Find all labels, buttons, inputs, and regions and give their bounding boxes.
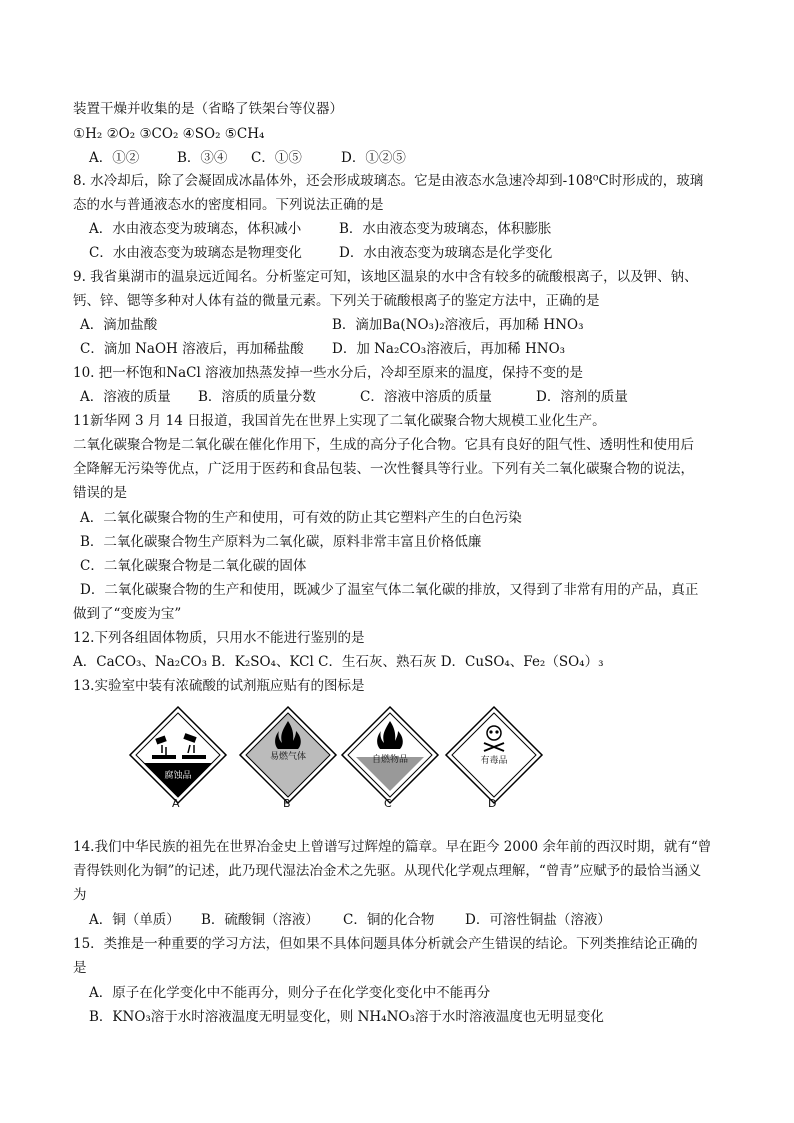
q9-option-a: A．滴加盐酸: [80, 317, 158, 333]
q7-text: 装置干燥并收集的是（省略了铁架台等仪器）: [73, 101, 343, 117]
sign-b-letter: B: [283, 797, 291, 810]
q11-option-b: B．二氧化碳聚合物生产原料为二氧化碳，原料非常丰富且价格低廉: [80, 534, 482, 550]
q12-stem: 12.下列各组固体物质，只用水不能进行鉴别的是: [73, 630, 365, 646]
q14-stem-line1: 14.我们中华民族的祖先在世界冶金史上曾谱写过辉煌的篇章。早在距今 2000 余年前的西汉时期，就有“曾: [73, 839, 712, 855]
q14-stem-line2: 青得铁则化为铜”的记述，此乃现代湿法冶金术之先驱。从现代化学观点理解，“曾青”应赋予的最恰当涵义: [73, 863, 702, 879]
q7-option-c: C．①⑤: [251, 150, 302, 166]
q8-stem-line2: 态的水与普通液态水的密度相同。下列说法正确的是: [73, 197, 384, 213]
hazard-sign-a: [128, 705, 228, 805]
q7-options: [89, 149, 739, 167]
q10-option-c: C．溶液中溶质的质量: [360, 389, 492, 405]
q10-options: [80, 388, 730, 406]
q15-stem-line2: 是: [73, 960, 87, 976]
sign-c-letter: C: [384, 797, 392, 810]
q9-option-c: C．滴加 NaOH 溶液后，再加稀盐酸: [80, 341, 304, 357]
corrosive-icon: [128, 705, 228, 805]
sign-d-label: 有毒品: [480, 756, 508, 766]
q11-option-a: A．二氧化碳聚合物的生产和使用，可有效的防止其它塑料产生的白色污染: [80, 510, 522, 526]
q8-option-b: B．水由液态变为玻璃态，体积膨胀: [339, 221, 552, 237]
q15-stem-line1: 15．类推是一种重要的学习方法，但如果不具体问题具体分析就会产生错误的结论。下列类推结论正确的: [73, 936, 698, 952]
q10-option-d: D．溶剂的质量: [536, 389, 628, 405]
q14-stem-line3: 为: [73, 887, 87, 903]
q14-option-b: B．硫酸铜（溶液）: [201, 912, 319, 928]
q8-option-a: A．水由液态变为玻璃态，体积减小: [89, 221, 302, 237]
q9-option-d: D．加 Na₂CO₃溶液后，再加稀 HNO₃: [332, 341, 566, 357]
sign-d-letter: D: [488, 797, 497, 810]
q13-stem: 13.实验室中装有浓硫酸的试剂瓶应贴有的图标是: [73, 678, 365, 694]
q7-option-a: A．①②: [89, 150, 140, 166]
q8-option-c: C．水由液态变为玻璃态是物理变化: [89, 245, 302, 261]
q9-options-ab: [80, 316, 730, 334]
q11-option-c: C．二氧化碳聚合物是二氧化碳的固体: [80, 558, 307, 574]
q7-items: ①H₂ ②O₂ ③CO₂ ④SO₂ ⑤CH₄: [73, 126, 265, 142]
hazard-sign-c: [340, 705, 440, 805]
q15-option-a: A．原子在化学变化中不能再分，则分子在化学变化变化中不能再分: [89, 985, 491, 1001]
sign-a-letter: A: [172, 797, 180, 810]
sign-a-label: 腐蚀品: [164, 771, 192, 781]
q8-stem-line1: 8. 水冷却后，除了会凝固成冰晶体外，还会形成玻璃态。它是由液态水急速冷却到-108⁰C时形成的，玻璃: [73, 173, 704, 189]
sign-b-label: 易燃气体: [269, 752, 306, 762]
q14-option-c: C．铜的化合物: [343, 912, 435, 928]
q11-option-d-line1: D．二氧化碳聚合物的生产和使用，既减少了温室气体二氧化碳的排放，又得到了非常有用的产品，真正: [80, 582, 699, 598]
hazard-sign-d: [444, 705, 544, 805]
q14-options: [89, 911, 739, 929]
q10-option-b: B．溶质的质量分数: [198, 389, 316, 405]
q11-stem-line4: 错误的是: [73, 485, 127, 501]
q8-options-ab: [89, 220, 739, 238]
q9-stem-line2: 钙、锌、锶等多种对人体有益的微量元素。下列关于硫酸根离子的鉴定方法中，正确的是: [73, 293, 600, 309]
q15-option-b: B．KNO₃溶于水时溶液温度无明显变化，则 NH₄NO₃溶于水时溶液温度也无明显变化: [89, 1009, 604, 1025]
q9-option-b: B．滴加Ba(NO₃)₂溶液后，再加稀 HNO₃: [332, 317, 584, 333]
q8-options-cd: [89, 244, 739, 262]
q10-stem: 10. 把一杯饱和NaCl 溶液加热蒸发掉一些水分后，冷却至原来的温度，保持不变的是: [73, 365, 584, 381]
q8-option-d: D．水由液态变为玻璃态是化学变化: [339, 245, 553, 261]
q9-options-cd: [80, 340, 730, 358]
q14-option-d: D．可溶性铜盐（溶液）: [465, 912, 611, 928]
q14-option-a: A．铜（单质）: [89, 912, 180, 928]
q10-option-a: A．溶液的质量: [80, 389, 171, 405]
q11-stem-line1: 11新华网 3 月 14 日报道，我国首先在世界上实现了二氧化碳聚合物大规模工业化生产。: [73, 413, 606, 429]
q11-option-d-line2: 做到了“变废为宝”: [73, 606, 182, 622]
sign-c-label: 自燃物品: [371, 755, 408, 765]
q11-stem-line3: 全降解无污染等优点，广泛用于医药和食品包装、一次性餐具等行业。下列有关二氧化碳聚合物的说法，: [73, 461, 694, 477]
q7-option-b: B．③④: [177, 150, 228, 166]
q9-stem-line1: 9. 我省巢湖市的温泉远近闻名。分析鉴定可知，该地区温泉的水中含有较多的硫酸根离子，以及钾、钠、: [73, 269, 698, 285]
q7-option-d: D．①②⑤: [341, 150, 406, 166]
q11-stem-line2: 二氧化碳聚合物是二氧化碳在催化作用下，生成的高分子化合物。它具有良好的阻气性、透明性和使用后: [73, 437, 694, 453]
q12-options: A．CaCO₃、Na₂CO₃ B．K₂SO₄、KCl C．生石灰、熟石灰 D．CuSO₄、Fe₂（SO₄）₃: [73, 654, 604, 670]
hazard-sign-b: [238, 705, 338, 805]
